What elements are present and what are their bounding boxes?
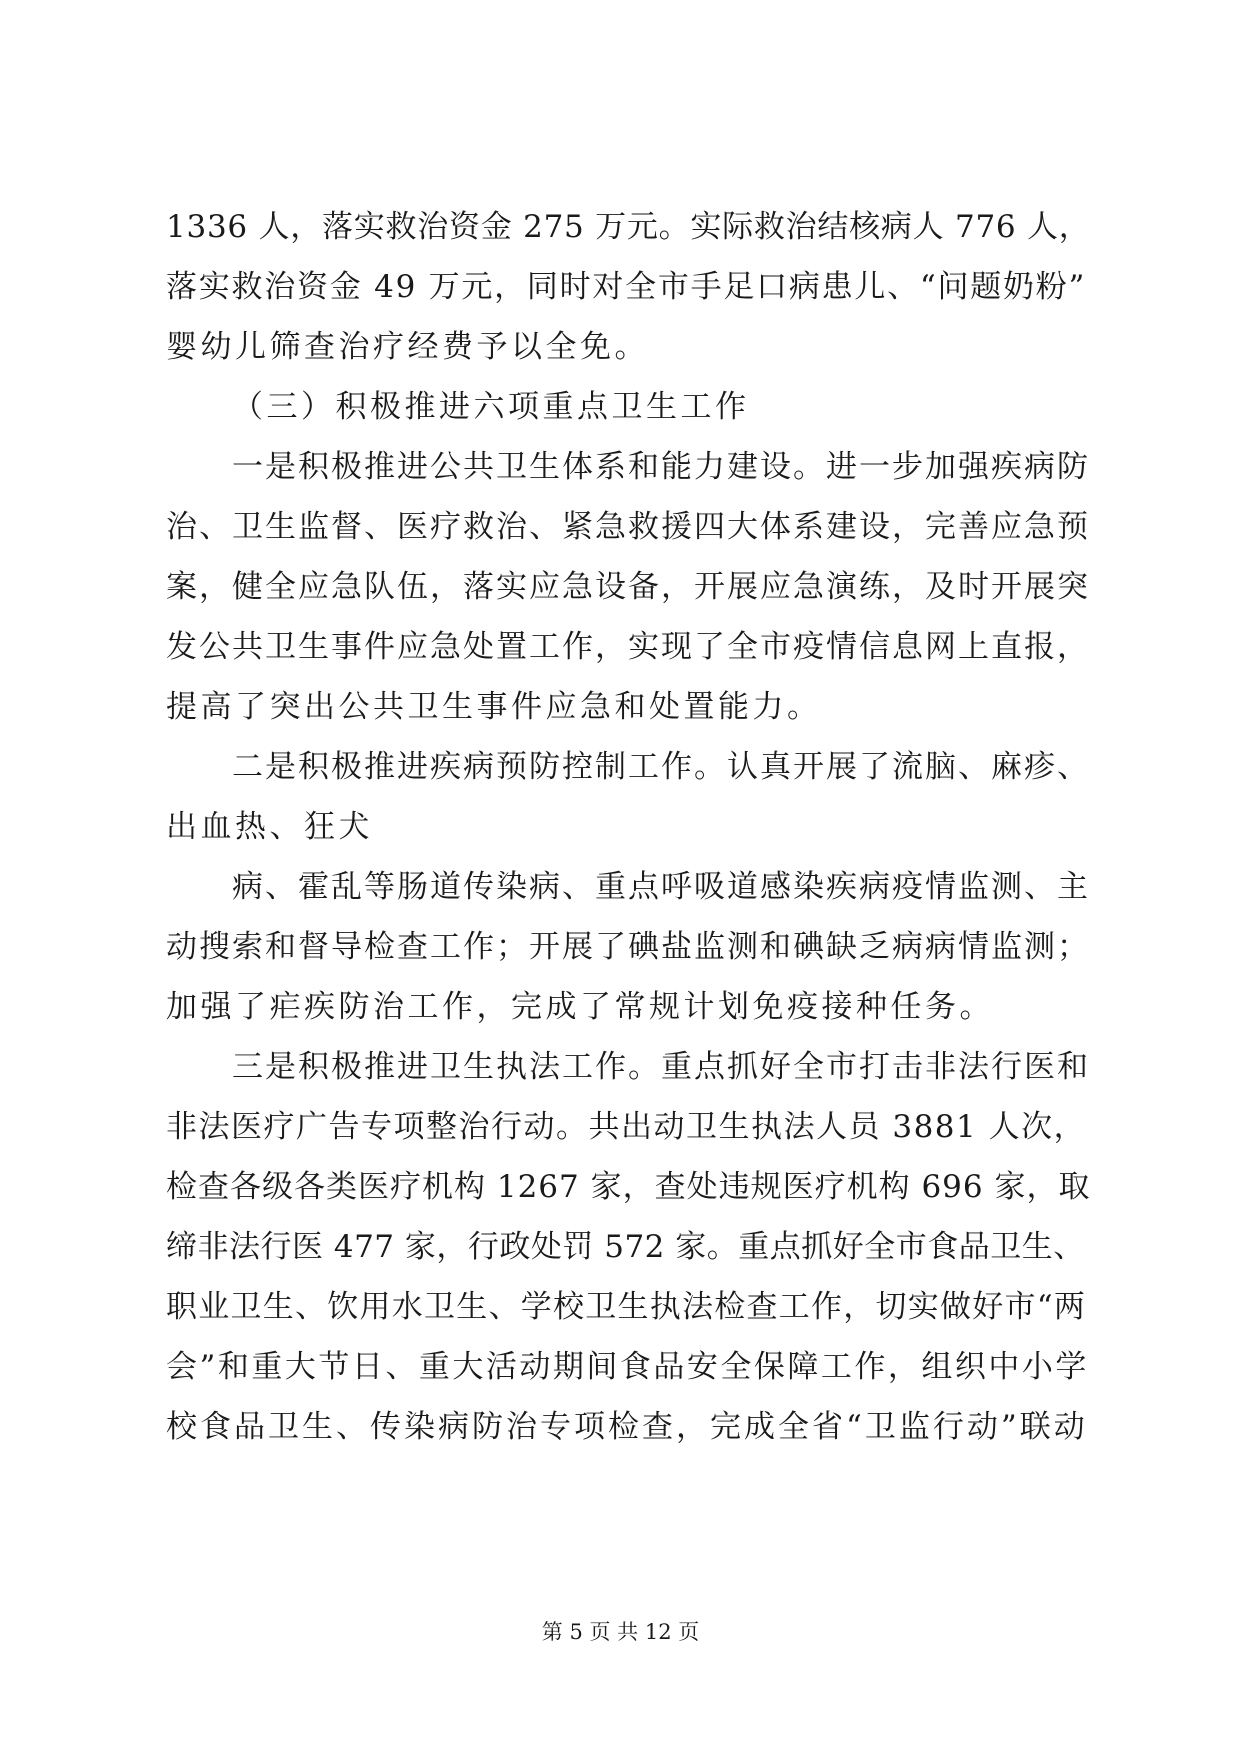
body-text-line: 非法医疗广告专项整治行动。共出动卫生执法人员 3881 人次， [166,1109,1087,1145]
body-text-line: 二是积极推进疾病预防控制工作。认真开展了流脑、麻疹、 [232,749,1090,785]
body-text-line: 会”和重大节日、重大活动期间食品安全保障工作，组织中小学 [166,1349,1089,1385]
body-text-line: 病、霍乱等肠道传染病、重点呼吸道感染疾病疫情监测、主 [232,869,1090,905]
body-text-line: 案，健全应急队伍，落实应急设备，开展应急演练，及时开展突 [166,569,1090,605]
body-text-line: 加强了疟疾防治工作，完成了常规计划免疫接种任务。 [166,989,994,1025]
body-text-line: 出血热、狂犬 [166,809,373,845]
body-text-line: 落实救治资金 49 万元，同时对全市手足口病患儿、“问题奶粉” [166,269,1087,305]
body-text-line: 1336 人，落实救治资金 275 万元。实际救治结核病人 776 人， [166,209,1091,245]
body-text-line: 一是积极推进公共卫生体系和能力建设。进一步加强疾病防 [232,449,1090,485]
body-text-line: 婴幼儿筛查治疗经费予以全免。 [166,329,649,365]
body-text-line: 提高了突出公共卫生事件应急和处置能力。 [166,689,822,725]
body-text-line: 职业卫生、饮用水卫生、学校卫生执法检查工作，切实做好市“两 [166,1289,1087,1325]
section-heading: （三）积极推进六项重点卫生工作 [232,389,750,425]
page-number-footer: 第 5 页 共 12 页 [541,1620,700,1644]
body-text-line: 动搜索和督导检查工作；开展了碘盐监测和碘缺乏病病情监测； [166,929,1090,965]
body-text-line: 发公共卫生事件应急处置工作，实现了全市疫情信息网上直报， [166,629,1090,665]
body-text-line: 缔非法行医 477 家，行政处罚 572 家。重点抓好全市食品卫生、 [166,1229,1085,1265]
body-text-line: 检查各级各类医疗机构 1267 家，查处违规医疗机构 696 家，取 [166,1169,1091,1205]
body-text-line: 校食品卫生、传染病防治专项检查，完成全省“卫监行动”联动 [166,1409,1088,1445]
body-text-line: 三是积极推进卫生执法工作。重点抓好全市打击非法行医和 [232,1049,1090,1085]
body-text-line: 治、卫生监督、医疗救治、紧急救援四大体系建设，完善应急预 [166,509,1090,545]
